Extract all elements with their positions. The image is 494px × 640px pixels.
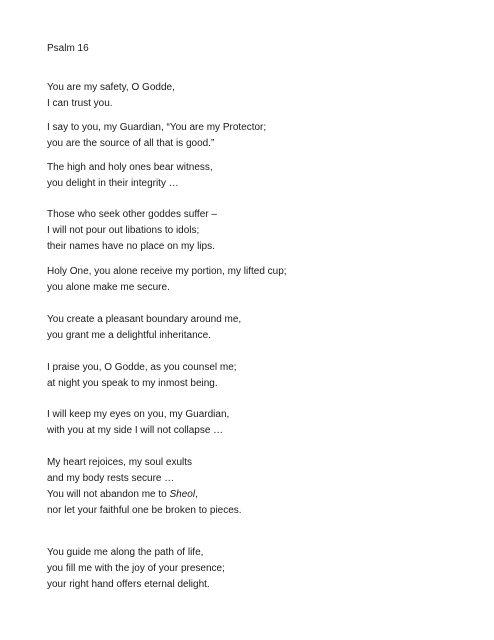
text-line: their names have no place on my lips.	[47, 241, 215, 252]
text-line	[47, 487, 198, 503]
text-fragment: You will not abandon me to	[47, 489, 170, 500]
text-line: and my body rests secure …	[47, 473, 175, 484]
text-line: at night you speak to my inmost being.	[47, 378, 218, 389]
text-line: You create a pleasant boundary around me,	[47, 314, 242, 325]
text-line: Those who seek other goddes suffer –	[47, 209, 217, 220]
text-line: I say to you, my Guardian, “You are my Protector;	[47, 122, 267, 133]
text-line: nor let your faithful one be broken to pieces.	[47, 505, 242, 516]
text-line: you delight in their integrity …	[47, 178, 179, 189]
punctuation: ,	[195, 489, 198, 500]
text-line: I will keep my eyes on you, my Guardian,	[47, 409, 230, 420]
text-line: your right hand offers eternal delight.	[47, 579, 210, 590]
text-line: My heart rejoices, my soul exults	[47, 457, 193, 468]
text-line: you are the source of all that is good.”	[47, 138, 215, 149]
document-title: Psalm 16	[47, 43, 89, 54]
text-line: You guide me along the path of life,	[47, 547, 204, 558]
text-line: You are my safety, O Godde,	[47, 82, 175, 93]
text-line: I can trust you.	[47, 98, 113, 109]
text-line: I will not pour out libations to idols;	[47, 225, 200, 236]
text-line: Holy One, you alone receive my portion, my lifted cup;	[47, 266, 287, 277]
text-line: you fill me with the joy of your presence;	[47, 563, 225, 574]
sheol-word: Sheol	[169, 489, 196, 500]
text-line: with you at my side I will not collapse …	[47, 425, 224, 436]
text-line: you alone make me secure.	[47, 282, 170, 293]
text-line: The high and holy ones bear witness,	[47, 162, 213, 173]
text-line: I praise you, O Godde, as you counsel me;	[47, 362, 237, 373]
text-line: you grant me a delightful inheritance.	[47, 330, 211, 341]
